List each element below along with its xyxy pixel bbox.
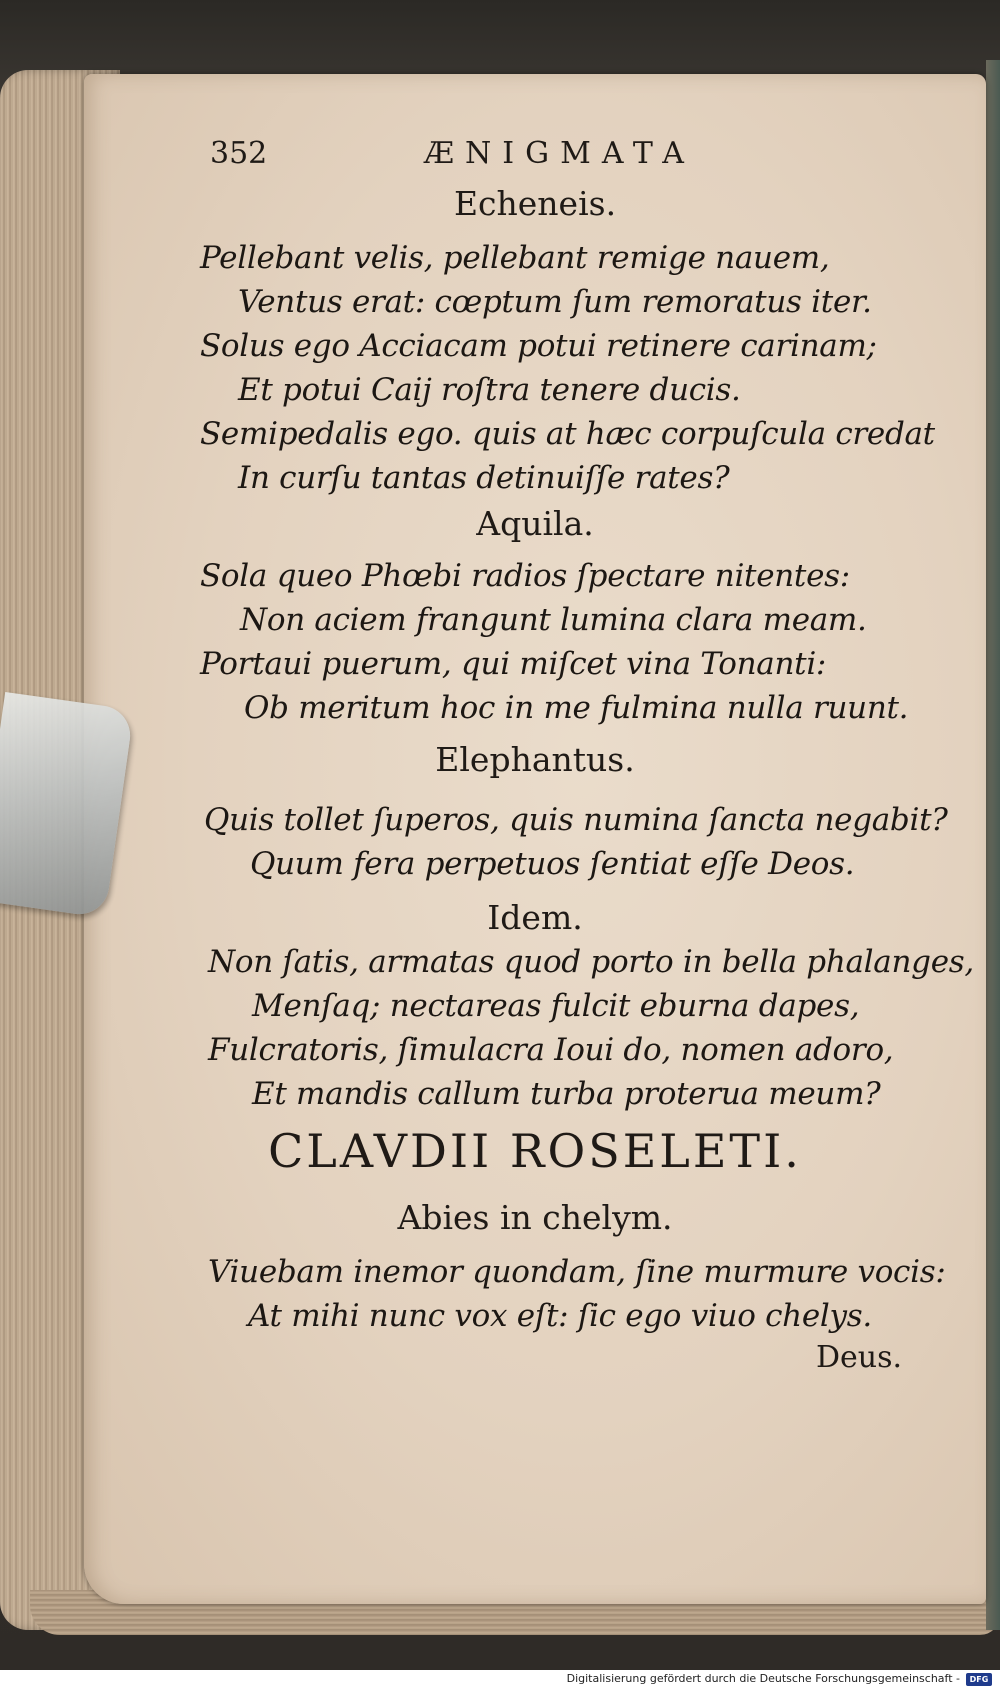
section-heading: Elephantus. [435,740,635,779]
verse-line: Et mandis callum turba proterua meum? [252,1076,881,1112]
page-header [84,130,986,180]
verse-line: Ventus erat: cœptum ſum remoratus iter. [238,284,872,320]
verse-line: Portaui puerum, qui miſcet vina Tonanti: [200,646,827,682]
digitization-credit: Digitalisierung gefördert durch die Deutsche Forschungsgemeinschaft - [566,1672,960,1685]
verse-line: Solus ego Acciacam potui retinere carinam; [200,328,877,364]
section-heading: Idem. [487,898,583,937]
verse-line: Semipedalis ego. quis at hæc corpuſcula credat [200,416,935,452]
book-page [84,74,986,1604]
verse-line: Sola queo Phœbi radios ſpectare nitentes: [200,558,850,594]
dfg-logo-icon: DFG [966,1673,992,1686]
section-heading: Echeneis. [453,184,617,223]
verse-line: Ob meritum hoc in me fulmina nulla ruunt. [244,690,909,726]
verse-line: Et potui Caij roſtra tenere ducis. [238,372,741,408]
footer-bar [0,1670,1000,1689]
verse-line: Quis tollet ſuperos, quis numina ſancta negabit? [204,802,948,838]
verse-line: Pellebant velis, pellebant remige nauem, [200,240,830,276]
author-heading: CLAVDII ROSELETI. [268,1124,802,1178]
section-heading: Abies in chelym. [397,1198,673,1237]
verse-line: In curſu tantas detinuiſſe rates? [238,460,730,496]
verse-line: Viuebam inemor quondam, ſine murmure vocis: [208,1254,946,1290]
page-number: 352 [210,136,268,171]
catchword: Deus. [816,1340,903,1375]
binding-edge [986,60,1000,1630]
verse-line: Fulcratoris, ſimulacra Ioui do, nomen adoro, [208,1032,894,1068]
running-title: ÆNIGMATA [424,136,695,171]
verse-line: At mihi nunc vox eſt: ſic ego viuo chelys. [248,1298,872,1334]
section-heading: Aquila. [476,504,594,543]
verse-line: Non aciem frangunt lumina clara meam. [240,602,867,638]
verse-line: Menſaq; nectareas fulcit eburna dapes, [252,988,860,1024]
verse-line: Quum fera perpetuos ſentiat eſſe Deos. [250,846,855,882]
verse-line: Non ſatis, armatas quod porto in bella phalanges, [208,944,974,980]
